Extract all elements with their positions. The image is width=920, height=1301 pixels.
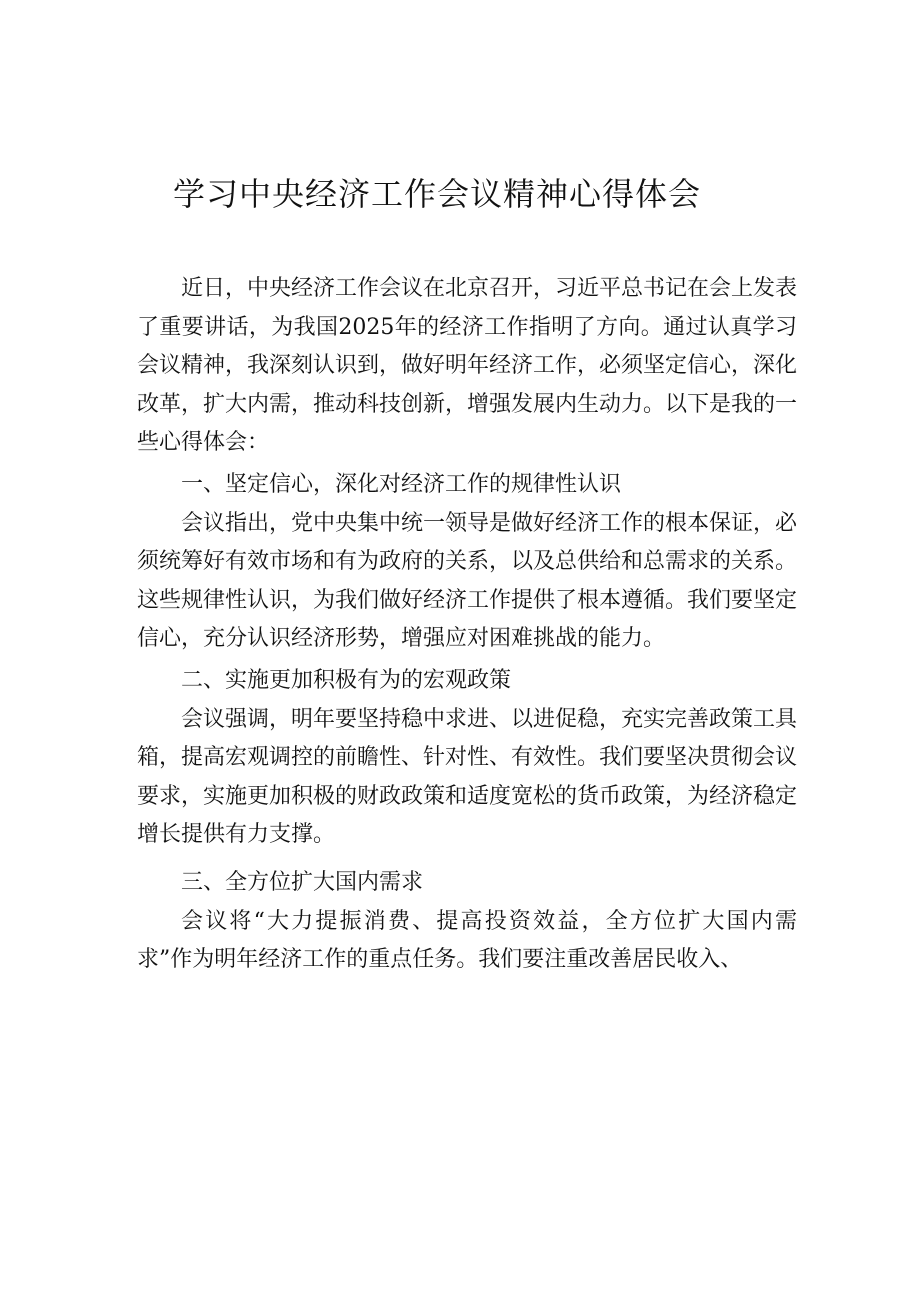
- section-3-heading: 三、全方位扩大国内需求: [181, 869, 424, 895]
- section-2-paragraph: 会议强调，明年要坚持稳中求进、以进促稳，充实完善政策工具箱，提高宏观调控的前瞻性、针对性、有效性。我们要坚决贯彻会议要求，实施更加积极的财政政策和适度宽松的货币政策，为经济稳定增长提供有力支撑。: [137, 706, 798, 847]
- section-1-heading: 一、坚定信心，深化对经济工作的规律性认识: [181, 471, 622, 497]
- section-3-paragraph: 会议将“大力提振消费、提高投资效益，全方位扩大国内需求”作为明年经济工作的重点任务。我们要注重改善居民收入、: [137, 908, 797, 972]
- document-body: [137, 270, 797, 980]
- section-1-paragraph: 会议指出，党中央集中统一领导是做好经济工作的根本保证，必须统筹好有效市场和有为政府的关系，以及总供给和总需求的关系。这些规律性认识，为我们做好经济工作提供了根本遵循。我们要坚定信心，充分认识经济形势，增强应对困难挑战的能力。: [137, 510, 798, 651]
- intro-paragraph: 近日，中央经济工作会议在北京召开，习近平总书记在会上发表了重要讲话，为我国2025年的经济工作指明了方向。通过认真学习会议精神，我深刻认识到，做好明年经济工作，必须坚定信心，深化改革，扩大内需，推动科技创新，增强发展内生动力。以下是我的一些心得体会：: [137, 276, 798, 455]
- document-title: 学习中央经济工作会议精神心得体会: [172, 175, 701, 213]
- section-2-heading: 二、实施更加积极有为的宏观政策: [181, 667, 512, 693]
